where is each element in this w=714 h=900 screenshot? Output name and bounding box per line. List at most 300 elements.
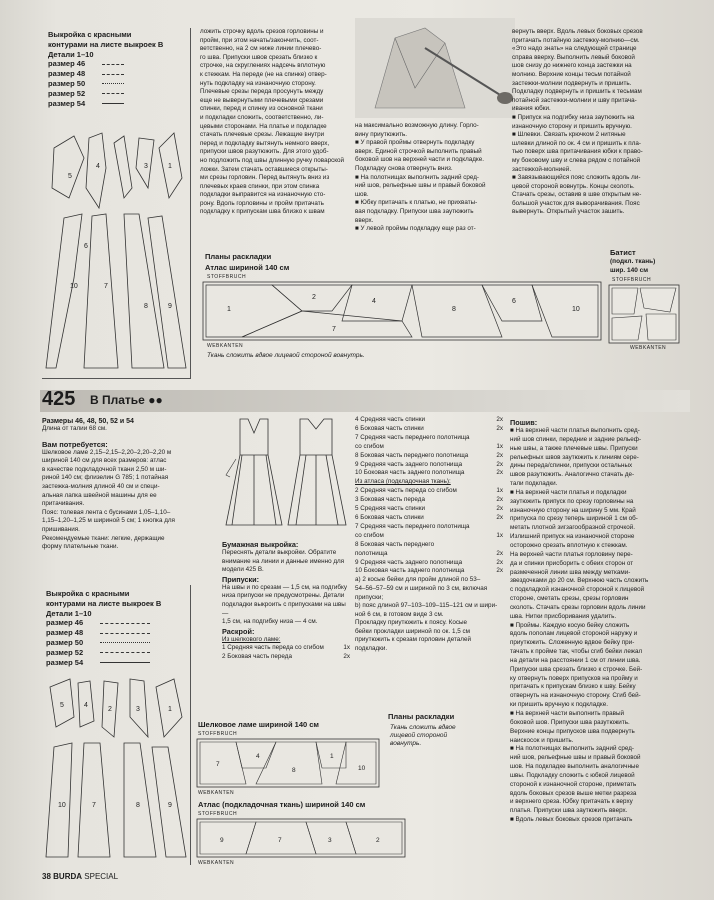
dress-length: Длина от талии 68 см. xyxy=(42,425,107,432)
text-line: швов разутюжить. Аналогично стачать де- xyxy=(510,471,635,479)
text-line: на максимально возможную длину. Горло- xyxy=(355,122,479,129)
cut-item-name: 3 Боковая часть переда xyxy=(355,496,425,504)
text-line: пройм, при этом начать/закончить, соот- xyxy=(200,36,319,44)
text-line: боковой шов на верхней части и подкладке. xyxy=(355,156,485,164)
pattern-header-line: контурами на листе выкроек В xyxy=(48,39,164,49)
text-line: но подложить под швы длинную ручку поварской xyxy=(200,156,345,164)
cut-item xyxy=(355,505,503,514)
size-line-sample xyxy=(102,83,124,84)
model-number: 425 xyxy=(42,388,76,410)
text-line: справа вверху. Выполнить левый боковой xyxy=(512,53,635,61)
text-line: ний шов, рельефные швы и правый боковой xyxy=(510,754,641,762)
cut-item-qty: 1х xyxy=(496,487,503,495)
text-line: ■ У правой проймы отвернуть подкладку xyxy=(355,139,475,147)
text-line: застежка-молния длиной 40 см и специ- xyxy=(42,482,160,490)
batist-layout-diagram xyxy=(608,284,680,344)
text-line: ■ Припуск на подгибку низа заутюжить на xyxy=(512,113,635,121)
text-line: 54–56–57–59 см и шириной по 3 см, включая xyxy=(355,584,488,592)
text-line: припуски; xyxy=(355,593,384,601)
text-line: подкладки. xyxy=(355,645,388,653)
text-line: перед и подкладку вытянуть немного вверх, xyxy=(200,139,330,147)
text-line: ■ На полотнищах выполнить задний сред- xyxy=(510,745,635,753)
pattern-header-line: Выкройка с красными xyxy=(46,589,130,598)
layout-caption: Ткань сложить вдвое лицевой стороной вовнутрь. xyxy=(207,352,365,359)
text-line: Подкладку снова отвернуть вниз. xyxy=(355,164,453,172)
text-line: Прокладку приутюжить к поясу. Косые xyxy=(355,619,468,627)
cut-item-name: 9 Средняя часть заднего полотнища xyxy=(355,558,463,566)
layout-plan-title: Планы раскладки xyxy=(388,712,455,721)
text-line: дины переда/спинки, припуски остальных xyxy=(510,462,633,470)
cut-item-name: 5 Средняя часть спинки xyxy=(355,505,426,513)
svg-text:2: 2 xyxy=(312,294,316,301)
layout-fabric-label: Шелковое ламе шириной 140 см xyxy=(198,720,319,729)
text-line: заутюжить припуск по срезу горловины на xyxy=(510,497,634,505)
text-line: изнаночную сторону и пришить вручную. xyxy=(512,122,632,130)
cut-item-qty: 2х xyxy=(496,424,503,432)
text-line: низа припуски не предусмотрены. Детали xyxy=(222,592,345,600)
text-line: шириной 140 см для всех размеров: атлас xyxy=(42,457,167,465)
cut-item-name: 8 Боковая часть переднего полотнища xyxy=(355,451,469,459)
cut-item xyxy=(355,550,503,559)
cut-item-qty xyxy=(489,523,503,532)
svg-text:7: 7 xyxy=(92,802,96,809)
text-line: приутюжить. Сложенную вдвое бейку при- xyxy=(510,639,635,647)
cut-item xyxy=(355,532,503,541)
text-line: еще не вывернутыми плечевыми срезами xyxy=(200,96,324,104)
fold-label-bottom: WEBKANTEN xyxy=(198,860,235,866)
svg-text:7: 7 xyxy=(332,326,336,333)
svg-text:2: 2 xyxy=(108,706,112,713)
text-line: вернуть вверх. Вдоль левых боковых срезов xyxy=(512,28,643,35)
cut-item xyxy=(355,487,503,496)
pattern-header-line: Детали 1–10 xyxy=(46,608,92,618)
allowances-title: Припуски: xyxy=(222,574,260,584)
cut-item-name: 9 Средняя часть заднего полотнища xyxy=(355,460,463,468)
cut-item-name: 1 Средняя часть переда со сгибом xyxy=(222,644,324,652)
text-line: строчке, на скруглениях надсечь вплотную xyxy=(200,62,326,70)
text-line: припуски швов разутюжить. Для этого удоб- xyxy=(200,148,329,156)
size-label: размер 54 xyxy=(46,657,84,667)
caption-line: вовнутрь. xyxy=(390,740,422,747)
pattern-header-line: контурами на листе выкроек В xyxy=(46,598,162,608)
text-line: ■ На полотнищах выполнить задний сред- xyxy=(355,173,480,181)
text-line: к стежкам. На переде (не на спинке) отвер- xyxy=(200,70,327,78)
pattern-box-top xyxy=(42,28,191,379)
model-name xyxy=(90,393,163,407)
batist-width: шир. 140 см xyxy=(610,267,649,274)
cut-item xyxy=(355,514,503,523)
text-line: притачивания. xyxy=(42,500,85,508)
text-line: Рекомендуемые ткани: легкие, держащие xyxy=(42,534,165,542)
size-line-sample xyxy=(100,633,150,634)
text-line: На верхней части платья горловину пере- xyxy=(510,550,633,558)
text-line: му боковому шву и слева рядом с потайной xyxy=(512,156,641,164)
text-line: припуска по срезу теперь шириной 1 см об- xyxy=(510,515,638,523)
svg-text:6: 6 xyxy=(512,298,516,305)
layout-fabric-label: Атлас (подкладочная ткань) шириной 140 см xyxy=(198,800,366,809)
text-line: 1,15–1,20–1,25 м шириной 5 см; 1 кнопка для xyxy=(42,517,175,525)
cut-item-qty: 1х xyxy=(496,442,503,450)
text-line: Излишний припуск на изнаночной стороне xyxy=(510,533,635,541)
text-line: в качестве подкладочной ткани 2,50 м ши- xyxy=(42,465,167,473)
cut-item-qty: 2х xyxy=(496,567,503,575)
cut-item xyxy=(355,523,503,532)
cut-item xyxy=(355,541,503,550)
batist-subtitle: (подкл. ткань) xyxy=(610,258,656,265)
text-line: форму плательные ткани. xyxy=(42,543,119,551)
cut-item-name: 10 Боковая часть заднего полотнища xyxy=(355,469,465,477)
paper-pattern-block xyxy=(222,540,350,662)
cut-item xyxy=(355,567,503,576)
text-line: ми срезы горловин. Перед вытянуть вниз из xyxy=(200,174,330,182)
svg-text:9: 9 xyxy=(220,837,224,844)
text-line: метать плотной зигзагообразной строчкой. xyxy=(510,524,635,532)
text-line: 1,5 см, на подгибку низа — 4 см. xyxy=(222,618,318,626)
cut-item xyxy=(355,425,503,434)
text-line: ■ Завязывающийся пояс сложить вдоль ли- xyxy=(512,174,641,182)
svg-text:7: 7 xyxy=(104,283,108,290)
layout-plan-diagram-satin xyxy=(196,818,406,858)
text-line: ложить строчку вдоль срезов горловины и xyxy=(200,28,324,35)
svg-text:1: 1 xyxy=(330,753,334,760)
cut-item-name: 2 Средняя часть переда со сгибом xyxy=(355,487,457,495)
svg-text:7: 7 xyxy=(216,761,220,768)
text-line: молнию. Верхние концы тесьм потайной xyxy=(512,70,631,78)
cut-item-name: 6 Боковая часть спинки xyxy=(355,424,424,432)
batist-title: Батист xyxy=(610,248,636,257)
text-line: вая подкладку. Припуски шва заутюжить xyxy=(355,207,474,215)
svg-text:10: 10 xyxy=(572,306,580,313)
cut-list xyxy=(355,416,503,654)
cut-item-name: со сгибом xyxy=(355,442,384,450)
size-line-sample xyxy=(102,74,124,75)
svg-text:8: 8 xyxy=(144,303,148,310)
cut-item-qty: 2х xyxy=(496,460,503,468)
text-line: наискосок и пришить. xyxy=(510,736,574,744)
layout-plan-diagram-lame xyxy=(196,738,380,788)
text-line: да и спинки присборить с обеих сторон от xyxy=(510,559,634,567)
svg-text:5: 5 xyxy=(68,173,72,180)
text-line: плечевых краев спинки, при этом спинка xyxy=(200,182,320,190)
text-line: бейки прокладки шириной по ок. 1,5 см xyxy=(355,627,470,635)
text-line: Верхние концы припусков шва подвернуть xyxy=(510,727,635,735)
pattern-pieces-diagram xyxy=(44,677,188,863)
difficulty-marks: ●● xyxy=(148,393,163,407)
text-line: звездочками до 20 см. Верхнюю часть сложить xyxy=(510,577,649,585)
layout-plan-diagram-top xyxy=(202,281,602,341)
text-line: шов. На подкладке выполнить аналогичные xyxy=(510,763,639,771)
text-line: тачать к пройме так, чтобы сгиб бейки лежал xyxy=(510,648,643,656)
model-name-text: В Платье xyxy=(90,393,145,407)
dress-technical-drawing xyxy=(222,415,352,535)
cut-item-qty xyxy=(489,541,503,550)
text-line: b) пояс длиной 97–103–109–115–121 см и шири- xyxy=(355,602,498,610)
instructions-column-top-1 xyxy=(200,28,350,217)
cut-item-qty: 1х xyxy=(496,531,503,539)
pattern-box-legend xyxy=(46,589,186,667)
cut-item xyxy=(355,461,503,470)
dress-info xyxy=(42,418,217,552)
text-line: рону. Вдоль горловины и пройм притачать xyxy=(200,199,324,207)
text-line: подкладки выкроить с припусками на швы— xyxy=(222,600,346,617)
text-line: большой участок для выворачивания. Пояс xyxy=(512,199,640,207)
text-line: изнаночную сторону на ширину 5 мм. Край xyxy=(510,506,636,514)
text-line: Переснять детали выкройки. Обратите xyxy=(222,549,337,556)
cut-item-qty: 2х xyxy=(496,558,503,566)
cutting-subtitle: Из шелкового ламе: xyxy=(222,635,281,643)
text-line: «Это надо знать» на следующей странице xyxy=(512,45,637,53)
cut-item xyxy=(355,434,503,443)
text-line: риной 140 см; флизелин G 785; 1 потайная xyxy=(42,474,169,482)
svg-text:8: 8 xyxy=(452,306,456,313)
svg-text:8: 8 xyxy=(292,767,296,774)
text-line: рельефных швов заутюжить к линиям сере- xyxy=(510,453,639,461)
page-number: 38 xyxy=(42,872,51,881)
size-label: размер 50 xyxy=(46,637,84,647)
cut-item-qty: 1х xyxy=(343,644,350,652)
text-line: ки пришить вручную к подкладке. xyxy=(510,701,608,709)
illustration-spoon-dress xyxy=(355,18,515,118)
cut-item-name: 6 Боковая часть спинки xyxy=(355,513,424,521)
text-line: стороне, сметать срезы, срезы горловин xyxy=(510,595,629,603)
fold-label-bottom: WEBKANTEN xyxy=(207,343,244,349)
text-line: а) 2 косые бейки для пройм длиной по 53– xyxy=(355,576,481,584)
size-label: размер 52 xyxy=(46,647,84,657)
text-line: го шва. Припуски швов срезать близко к xyxy=(200,53,318,61)
text-line: и верхнего среза. Юбку притачать к верху xyxy=(510,798,633,806)
text-line: Стачать срезы, оставив в шве открытым не- xyxy=(512,191,642,199)
cut-item xyxy=(355,416,503,425)
instructions-column-top-2 xyxy=(355,122,510,234)
cut-item-qty: 2х xyxy=(496,505,503,513)
pattern-pieces-diagram xyxy=(44,128,188,376)
text-line: размеченной линии шва между метками- xyxy=(510,568,631,576)
cut-item-qty: 2х xyxy=(496,513,503,521)
text-line: подкладки выправится на изнаночную сто- xyxy=(200,191,326,199)
text-line: ные швы, а также плечевые швы. Припуски xyxy=(510,444,638,452)
text-line: застежки-молнии подвернуть и пришить. xyxy=(512,79,632,87)
svg-text:1: 1 xyxy=(168,706,172,713)
svg-text:3: 3 xyxy=(136,706,140,713)
brand-name: BURDA xyxy=(53,872,83,881)
text-line: нуть подкладку на изнаночную сторону. xyxy=(200,79,316,87)
cut-item-name: со сгибом xyxy=(355,531,384,539)
text-line: Пояс: толевая лента с бусинами 1,05–1,10– xyxy=(42,508,171,516)
pattern-box-legend xyxy=(48,30,188,108)
fold-label-top: STOFFBRUCH xyxy=(207,274,247,280)
size-label: размер 54 xyxy=(48,98,86,108)
svg-text:9: 9 xyxy=(168,303,172,310)
text-line: ■ На верхней части платья и подкладки xyxy=(510,488,627,496)
text-line: застежкой-молнией. xyxy=(512,165,572,173)
cut-item xyxy=(355,469,503,478)
caption-line: Ткань сложить вдвое xyxy=(390,724,456,731)
cut-item xyxy=(355,559,503,568)
sizes-value: 46, 48, 50, 52 и 54 xyxy=(75,418,134,425)
fold-label-top: STOFFBRUCH xyxy=(198,811,238,817)
text-line: осторожно срезать вплотную к стежкам. xyxy=(510,541,628,549)
svg-text:10: 10 xyxy=(358,765,366,772)
text-line: шов снизу до нижнего конца застежки на xyxy=(512,62,632,70)
text-line: вывернуть. Открытый участок зашить. xyxy=(512,208,625,216)
text-line: пришивания. xyxy=(42,525,80,533)
page-footer xyxy=(42,872,118,881)
size-line-sample xyxy=(102,103,124,104)
text-line: модели 425 В. xyxy=(222,566,264,574)
cut-item-name: 8 Боковая часть переднего xyxy=(355,540,435,548)
fold-label-bottom: WEBKANTEN xyxy=(198,790,235,796)
text-line: ку отвернуть поверх припусков на пройму и xyxy=(510,674,638,682)
text-line: ложки. Затем стачать оставшиеся открыты- xyxy=(200,165,328,173)
batist-fold-top: STOFFBRUCH xyxy=(612,277,652,283)
text-line: ■ На верхней части платья выполнить сред- xyxy=(510,427,640,434)
text-line: стачать плечевые срезы. Лежащие внутри xyxy=(200,131,325,139)
text-line: цевыми сторонами. На платье и подкладке xyxy=(200,122,327,130)
text-line: Шелковое ламе 2,15–2,15–2,20–2,20–2,20 м xyxy=(42,448,172,456)
cut-item-qty: 2х xyxy=(496,496,503,504)
size-line-sample xyxy=(102,64,124,65)
svg-text:10: 10 xyxy=(58,802,66,809)
text-line: вдоль пополам лицевой стороной наружу и xyxy=(510,630,638,638)
text-line: сколоть. Стачать срезы горловин вдоль линии xyxy=(510,603,646,611)
cut-item xyxy=(355,443,503,452)
svg-text:6: 6 xyxy=(84,243,88,250)
cut-item-qty: 2х xyxy=(496,416,503,423)
section-header xyxy=(40,390,690,412)
sewing-title: Пошив: xyxy=(510,418,538,427)
cut-item xyxy=(355,496,503,505)
svg-text:3: 3 xyxy=(328,837,332,844)
cut-item-qty: 2х xyxy=(496,549,503,557)
instructions-column-top-3 xyxy=(512,28,690,217)
text-line: швы. Подкладку сложить с юбкой лицевой xyxy=(510,771,635,779)
text-line: ■ Шлевки. Связать крючком 2 нитяные xyxy=(512,131,626,139)
cut-item xyxy=(222,644,350,653)
svg-text:1: 1 xyxy=(168,163,172,170)
svg-text:4: 4 xyxy=(256,753,260,760)
svg-text:5: 5 xyxy=(60,702,64,709)
size-label: размер 46 xyxy=(48,59,86,69)
pattern-header-line: Выкройка с красными xyxy=(48,30,132,39)
size-label: размер 46 xyxy=(46,618,84,628)
size-line-sample xyxy=(100,623,150,624)
text-line: ивания юбки. xyxy=(512,105,551,113)
cut-item-name: 2 Боковая часть переда xyxy=(222,653,292,661)
size-label: размер 52 xyxy=(48,88,86,98)
text-line: платья. Припуски шва заутюжить вверх. xyxy=(510,807,628,815)
brand-suffix: SPECIAL xyxy=(84,872,119,881)
text-line: приутюжить к срезам горловин деталей xyxy=(355,636,472,644)
text-line: ветственно, на 2 см ниже линии плечево- xyxy=(200,45,322,53)
batist-fold-bottom: WEBKANTEN xyxy=(630,345,667,351)
cut-item xyxy=(222,653,350,662)
text-line: стороной к изнаночной стороне, приметать xyxy=(510,780,637,788)
text-line: шлевки длиной по ок. 4 см и пришить к пла- xyxy=(512,139,641,147)
text-line: ной 6 см, в готовом виде 3 см. xyxy=(355,610,444,618)
text-line: цевой стороной вовнутрь. Концы сколоть. xyxy=(512,182,635,190)
cut-item-qty: 2х xyxy=(496,451,503,459)
size-line-sample xyxy=(100,642,150,643)
text-line: на детали на расстоянии 1 см от линии шва. xyxy=(510,656,641,664)
pattern-header-line: Детали 1–10 xyxy=(48,49,94,59)
layout-caption xyxy=(390,724,456,748)
cut-item-name: 7 Средняя часть переднего полотнища xyxy=(355,522,470,530)
text-line: боковой шов. Припуски шва разутюжить. xyxy=(510,718,630,726)
svg-text:8: 8 xyxy=(136,802,140,809)
text-line: спинки, перед и спинку из основной ткани xyxy=(200,105,323,113)
text-line: На швы и по срезам — 1,5 см, на подгибку xyxy=(222,583,347,591)
cut-item-name: 7 Средняя часть переднего полотнища xyxy=(355,433,470,441)
pattern-box-bottom xyxy=(42,585,191,865)
text-line: тью поверх шва притачивания юбки к право- xyxy=(512,148,643,156)
cut-item-name: 10 Боковая часть заднего полотнища xyxy=(355,567,465,575)
cut-item xyxy=(355,452,503,461)
text-line: ■ Вдоль левых боковых срезов притачать xyxy=(510,816,633,824)
cut-item-qty xyxy=(489,434,503,443)
size-label: размер 50 xyxy=(48,78,86,88)
svg-text:10: 10 xyxy=(70,283,78,290)
size-line-sample xyxy=(100,662,150,663)
size-line-sample xyxy=(100,652,150,653)
text-line: ■ Юбку притачать к платью, не прихваты- xyxy=(355,199,478,207)
text-line: и подкладки сложить, соответственно, ли- xyxy=(200,113,324,121)
text-line: Припуски шва срезать близко к строчке. Бей- xyxy=(510,665,643,673)
materials-title: Вам потребуется: xyxy=(42,439,108,449)
sizes-label: Размеры xyxy=(42,418,74,425)
fold-label-top: STOFFBRUCH xyxy=(198,731,238,737)
svg-text:4: 4 xyxy=(372,298,376,305)
text-line: ■ На верхней части выполнить правый xyxy=(510,710,625,717)
size-label: размер 48 xyxy=(46,628,84,638)
size-label: размер 48 xyxy=(48,69,86,79)
text-line: ■ У левой проймы подкладку еще раз от- xyxy=(355,225,476,233)
svg-text:3: 3 xyxy=(144,163,148,170)
layout-plan-title: Планы раскладки xyxy=(205,252,272,261)
cutting-title: Раскрой: xyxy=(222,626,255,636)
text-line: Плечевые срезы переда просунуть между xyxy=(200,88,324,96)
cut-item-name: полотнища xyxy=(355,549,388,557)
svg-text:4: 4 xyxy=(96,163,100,170)
svg-text:2: 2 xyxy=(376,837,380,844)
svg-text:4: 4 xyxy=(84,702,88,709)
text-line: ний шов, рельефные швы и правый боковой xyxy=(355,182,486,190)
svg-text:9: 9 xyxy=(168,802,172,809)
cut-item-name: 4 Средняя часть спинки xyxy=(355,416,426,423)
text-line: Подкладку подвернуть и пришить к тесьмам xyxy=(512,88,642,96)
cut-item-qty: 2х xyxy=(496,469,503,477)
text-line: притачать потайную застежку-молнию—см. xyxy=(512,36,640,44)
text-line: отвернуть на изнаночную сторону. Сгиб бей- xyxy=(510,692,641,700)
cut-list-subtitle: Из атласа (подкладочная ткань): xyxy=(355,478,451,486)
svg-text:1: 1 xyxy=(227,306,231,313)
sewing-instructions xyxy=(510,418,690,825)
svg-text:7: 7 xyxy=(278,837,282,844)
text-line: вдоль боковых срезов выше метки разреза xyxy=(510,789,637,797)
caption-line: лицевой стороной xyxy=(390,732,448,739)
text-line: подкладку к припускам шва близко к швам xyxy=(200,208,325,216)
text-line: ний шов спинки, передние и задние рельеф- xyxy=(510,435,642,443)
text-line: шва. Нитки присборивания удалить. xyxy=(510,612,617,620)
text-line: тали подкладки. xyxy=(510,480,558,488)
text-line: вину приутюжить. xyxy=(355,130,407,138)
text-line: потайной застежки-молнии и шву притача- xyxy=(512,96,637,104)
layout-fabric-label: Атлас шириной 140 см xyxy=(205,263,290,272)
text-line: альная лапка швейной машины для ее xyxy=(42,491,157,499)
text-line: внимание на линии и данные именно для xyxy=(222,557,345,565)
text-line: ■ Проймы. Каждую косую бейку сложить xyxy=(510,621,630,629)
text-line: с подкладкой изнаночной стороной к лицевой xyxy=(510,586,645,594)
cut-item-qty: 2х xyxy=(343,653,350,661)
